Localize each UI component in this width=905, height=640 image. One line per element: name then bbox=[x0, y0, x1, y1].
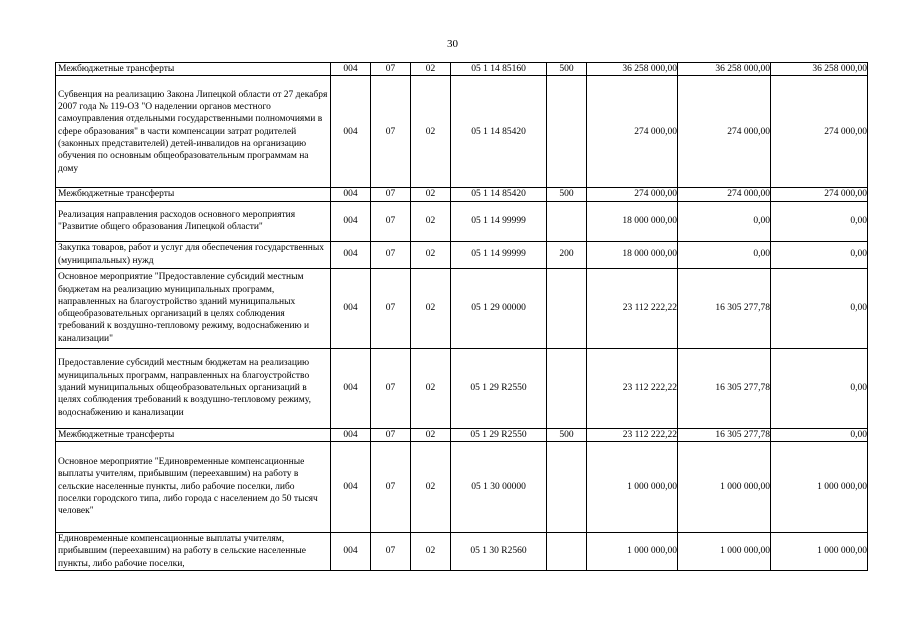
row-section-code: 07 bbox=[371, 76, 411, 188]
row-sum-year-3: 0,00 bbox=[771, 348, 868, 428]
row-sum-year-2: 16 305 277,78 bbox=[678, 348, 771, 428]
row-sum-year-2: 0,00 bbox=[678, 201, 771, 241]
row-sum-year-3: 0,00 bbox=[771, 428, 868, 441]
row-sum-year-2: 274 000,00 bbox=[678, 188, 771, 201]
row-grbs-code: 004 bbox=[331, 241, 371, 268]
row-sum-year-2: 274 000,00 bbox=[678, 76, 771, 188]
row-subsection-code: 02 bbox=[411, 348, 451, 428]
row-grbs-code: 004 bbox=[331, 441, 371, 532]
table-row bbox=[56, 428, 868, 441]
row-name: Реализация направления расходов основного мероприятия "Развитие общего образования Липецкой области" bbox=[56, 201, 331, 241]
budget-table-body bbox=[56, 63, 868, 571]
table-row bbox=[56, 76, 868, 188]
row-grbs-code: 004 bbox=[331, 76, 371, 188]
row-sum-year-1: 23 112 222,22 bbox=[587, 348, 678, 428]
row-target-article-code: 05 1 29 R2550 bbox=[451, 428, 547, 441]
row-target-article-code: 05 1 14 85160 bbox=[451, 63, 547, 76]
row-expense-type-code: 500 bbox=[547, 428, 587, 441]
row-section-code: 07 bbox=[371, 348, 411, 428]
row-subsection-code: 02 bbox=[411, 428, 451, 441]
table-row bbox=[56, 532, 868, 570]
row-target-article-code: 05 1 14 85420 bbox=[451, 188, 547, 201]
row-section-code: 07 bbox=[371, 241, 411, 268]
row-name: Субвенция на реализацию Закона Липецкой области от 27 декабря 2007 года № 119-ОЗ "О наделении органов местного самоуправления отдельными государственными полномочиями в сфере образования" в части компенсации затрат родителей (законных представителей) детей-инвалидов на организацию обучения по основным общеобразовательным программам на дому bbox=[56, 76, 331, 188]
row-name: Межбюджетные трансферты bbox=[56, 428, 331, 441]
table-row bbox=[56, 63, 868, 76]
row-sum-year-3: 274 000,00 bbox=[771, 76, 868, 188]
row-grbs-code: 004 bbox=[331, 63, 371, 76]
table-row bbox=[56, 268, 868, 348]
row-sum-year-3: 1 000 000,00 bbox=[771, 532, 868, 570]
row-sum-year-1: 18 000 000,00 bbox=[587, 201, 678, 241]
table-row bbox=[56, 441, 868, 532]
row-expense-type-code: 500 bbox=[547, 63, 587, 76]
row-name: Закупка товаров, работ и услуг для обеспечения государственных (муниципальных) нужд bbox=[56, 241, 331, 268]
table-row bbox=[56, 241, 868, 268]
row-section-code: 07 bbox=[371, 188, 411, 201]
row-grbs-code: 004 bbox=[331, 188, 371, 201]
row-target-article-code: 05 1 30 R2560 bbox=[451, 532, 547, 570]
row-name: Межбюджетные трансферты bbox=[56, 188, 331, 201]
row-sum-year-1: 18 000 000,00 bbox=[587, 241, 678, 268]
table-row bbox=[56, 201, 868, 241]
page-number: 30 bbox=[447, 38, 458, 50]
row-name: Основное мероприятие "Предоставление субсидий местным бюджетам на реализацию муниципальных программ, направленных на благоустройство зданий муниципальных общеобразовательных организаций в целях соблюдения требований к воздушно-тепловому режиму, водоснабжению и канализации" bbox=[56, 268, 331, 348]
row-expense-type-code bbox=[547, 201, 587, 241]
row-sum-year-2: 16 305 277,78 bbox=[678, 268, 771, 348]
row-section-code: 07 bbox=[371, 428, 411, 441]
row-subsection-code: 02 bbox=[411, 201, 451, 241]
row-section-code: 07 bbox=[371, 268, 411, 348]
row-name: Межбюджетные трансферты bbox=[56, 63, 331, 76]
row-section-code: 07 bbox=[371, 441, 411, 532]
row-target-article-code: 05 1 29 R2550 bbox=[451, 348, 547, 428]
row-grbs-code: 004 bbox=[331, 348, 371, 428]
row-grbs-code: 004 bbox=[331, 428, 371, 441]
row-sum-year-1: 1 000 000,00 bbox=[587, 532, 678, 570]
row-section-code: 07 bbox=[371, 201, 411, 241]
row-name: Предоставление субсидий местным бюджетам на реализацию муниципальных программ, направленных на благоустройство зданий муниципальных общеобразовательных организаций в целях соблюдения требований к воздушно-тепловому режиму, водоснабжению и канализации bbox=[56, 348, 331, 428]
row-expense-type-code: 500 bbox=[547, 188, 587, 201]
row-expense-type-code bbox=[547, 348, 587, 428]
row-sum-year-3: 0,00 bbox=[771, 201, 868, 241]
row-target-article-code: 05 1 14 85420 bbox=[451, 76, 547, 188]
row-sum-year-2: 0,00 bbox=[678, 241, 771, 268]
row-sum-year-1: 23 112 222,22 bbox=[587, 428, 678, 441]
budget-table bbox=[55, 62, 868, 571]
row-target-article-code: 05 1 29 00000 bbox=[451, 268, 547, 348]
row-expense-type-code bbox=[547, 76, 587, 188]
row-expense-type-code bbox=[547, 441, 587, 532]
table-row bbox=[56, 188, 868, 201]
row-name: Единовременные компенсационные выплаты учителям, прибывшим (переехавшим) на работу в сельские населенные пункты, либо рабочие поселки, bbox=[56, 532, 331, 570]
row-subsection-code: 02 bbox=[411, 268, 451, 348]
row-section-code: 07 bbox=[371, 532, 411, 570]
row-sum-year-3: 1 000 000,00 bbox=[771, 441, 868, 532]
row-subsection-code: 02 bbox=[411, 63, 451, 76]
row-sum-year-2: 36 258 000,00 bbox=[678, 63, 771, 76]
row-subsection-code: 02 bbox=[411, 188, 451, 201]
row-sum-year-1: 1 000 000,00 bbox=[587, 441, 678, 532]
row-sum-year-2: 16 305 277,78 bbox=[678, 428, 771, 441]
table-row bbox=[56, 348, 868, 428]
row-subsection-code: 02 bbox=[411, 441, 451, 532]
row-name: Основное мероприятие "Единовременные компенсационные выплаты учителям, прибывшим (переехавшим) на работу в сельские населенные пункты, либо рабочие поселки, либо поселки городского типа, либо города с населением до 50 тысяч человек" bbox=[56, 441, 331, 532]
row-sum-year-2: 1 000 000,00 bbox=[678, 441, 771, 532]
row-grbs-code: 004 bbox=[331, 268, 371, 348]
row-sum-year-3: 274 000,00 bbox=[771, 188, 868, 201]
row-subsection-code: 02 bbox=[411, 532, 451, 570]
row-sum-year-3: 36 258 000,00 bbox=[771, 63, 868, 76]
row-sum-year-2: 1 000 000,00 bbox=[678, 532, 771, 570]
row-sum-year-1: 274 000,00 bbox=[587, 188, 678, 201]
row-expense-type-code bbox=[547, 532, 587, 570]
row-grbs-code: 004 bbox=[331, 201, 371, 241]
row-target-article-code: 05 1 14 99999 bbox=[451, 201, 547, 241]
row-sum-year-1: 36 258 000,00 bbox=[587, 63, 678, 76]
row-section-code: 07 bbox=[371, 63, 411, 76]
row-expense-type-code bbox=[547, 268, 587, 348]
row-subsection-code: 02 bbox=[411, 76, 451, 188]
row-sum-year-3: 0,00 bbox=[771, 241, 868, 268]
row-subsection-code: 02 bbox=[411, 241, 451, 268]
row-sum-year-3: 0,00 bbox=[771, 268, 868, 348]
row-sum-year-1: 274 000,00 bbox=[587, 76, 678, 188]
row-expense-type-code: 200 bbox=[547, 241, 587, 268]
row-sum-year-1: 23 112 222,22 bbox=[587, 268, 678, 348]
row-target-article-code: 05 1 30 00000 bbox=[451, 441, 547, 532]
row-target-article-code: 05 1 14 99999 bbox=[451, 241, 547, 268]
row-grbs-code: 004 bbox=[331, 532, 371, 570]
